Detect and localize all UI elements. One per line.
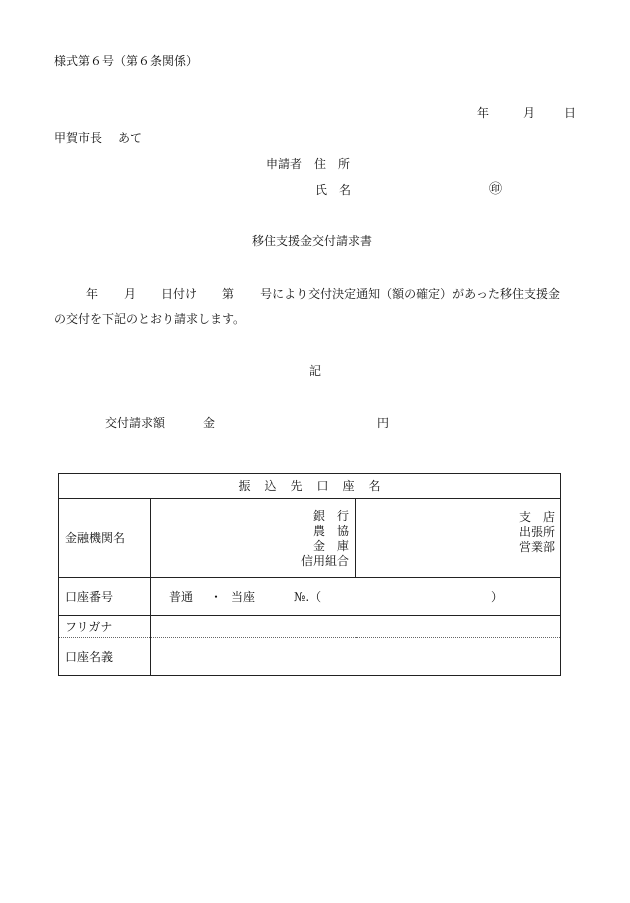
- seal-mark: ㊞: [489, 182, 503, 197]
- account-number-prefix: №.（: [294, 590, 322, 604]
- table-header: 振 込 先 口 座 名: [59, 474, 561, 499]
- holder-label: 口座名義: [59, 638, 151, 676]
- address-label-1: 住: [314, 157, 327, 171]
- applicant-label: 申請者: [266, 157, 303, 171]
- addressee: [54, 132, 142, 144]
- institution-name-cell[interactable]: [151, 499, 356, 578]
- date-year-label: 年: [477, 106, 490, 120]
- body-day: 日付け: [161, 287, 198, 301]
- account-type-separator: ・: [210, 590, 223, 604]
- type-shucchoujo: 出張所: [519, 525, 556, 539]
- form-number: 様式第６号（第６条関係）: [54, 54, 199, 68]
- furigana-input-cell[interactable]: [151, 616, 561, 638]
- ki-mark: 記: [309, 364, 322, 378]
- body-month: 月: [124, 287, 137, 301]
- type-shiten: 支店: [519, 510, 556, 524]
- account-type-touza[interactable]: 当座: [231, 590, 256, 604]
- holder-row: [59, 638, 561, 676]
- account-number-cell[interactable]: [151, 578, 561, 616]
- address-label-2: 所: [338, 157, 351, 171]
- amount-unit: 円: [377, 416, 390, 430]
- addressee-suffix: あて: [118, 131, 143, 145]
- institution-label: 金融機関名: [59, 499, 151, 578]
- amount-label: 交付請求額: [105, 416, 166, 430]
- institution-types: [151, 510, 355, 567]
- type-eigyoubu: 営業部: [519, 540, 556, 554]
- type-kinko: 金庫: [313, 538, 349, 553]
- body-line-2: の交付を下記のとおり請求します。: [54, 312, 246, 326]
- account-number-label: 口座番号: [59, 578, 151, 616]
- furigana-row: [59, 616, 561, 638]
- holder-input-cell[interactable]: [151, 638, 561, 676]
- document-title: 移住支援金交付請求書: [252, 234, 373, 248]
- account-number-row: [59, 578, 561, 616]
- table-header-row: [59, 474, 561, 499]
- addressee-name: 甲賀市長: [54, 131, 103, 145]
- branch-name-cell[interactable]: [356, 499, 561, 578]
- account-number-suffix: ）: [491, 590, 504, 604]
- account-type-futsuu[interactable]: 普通: [169, 590, 194, 604]
- furigana-label: フリガナ: [59, 616, 151, 638]
- body-remainder: 号により交付決定通知（額の確定）があった移住支援金: [260, 287, 560, 301]
- type-bank: 銀行: [313, 508, 349, 523]
- date-month-label: 月: [523, 106, 536, 120]
- body-line-1: [86, 288, 560, 300]
- name-label-2: 名: [339, 183, 352, 197]
- name-label-1: 氏: [315, 183, 328, 197]
- type-shinyou-kumiai: 信用組合: [301, 553, 350, 568]
- branch-types: [356, 511, 560, 553]
- body-year: 年: [86, 287, 99, 301]
- body-dai: 第: [222, 287, 235, 301]
- applicant-name-row: [315, 184, 351, 196]
- amount-prefix: 金: [203, 416, 216, 430]
- applicant-address-row: [266, 158, 350, 170]
- bank-account-table: [58, 473, 561, 676]
- date-day-label: 日: [564, 106, 577, 120]
- type-noukyou: 農協: [313, 523, 349, 538]
- institution-row: [59, 499, 561, 578]
